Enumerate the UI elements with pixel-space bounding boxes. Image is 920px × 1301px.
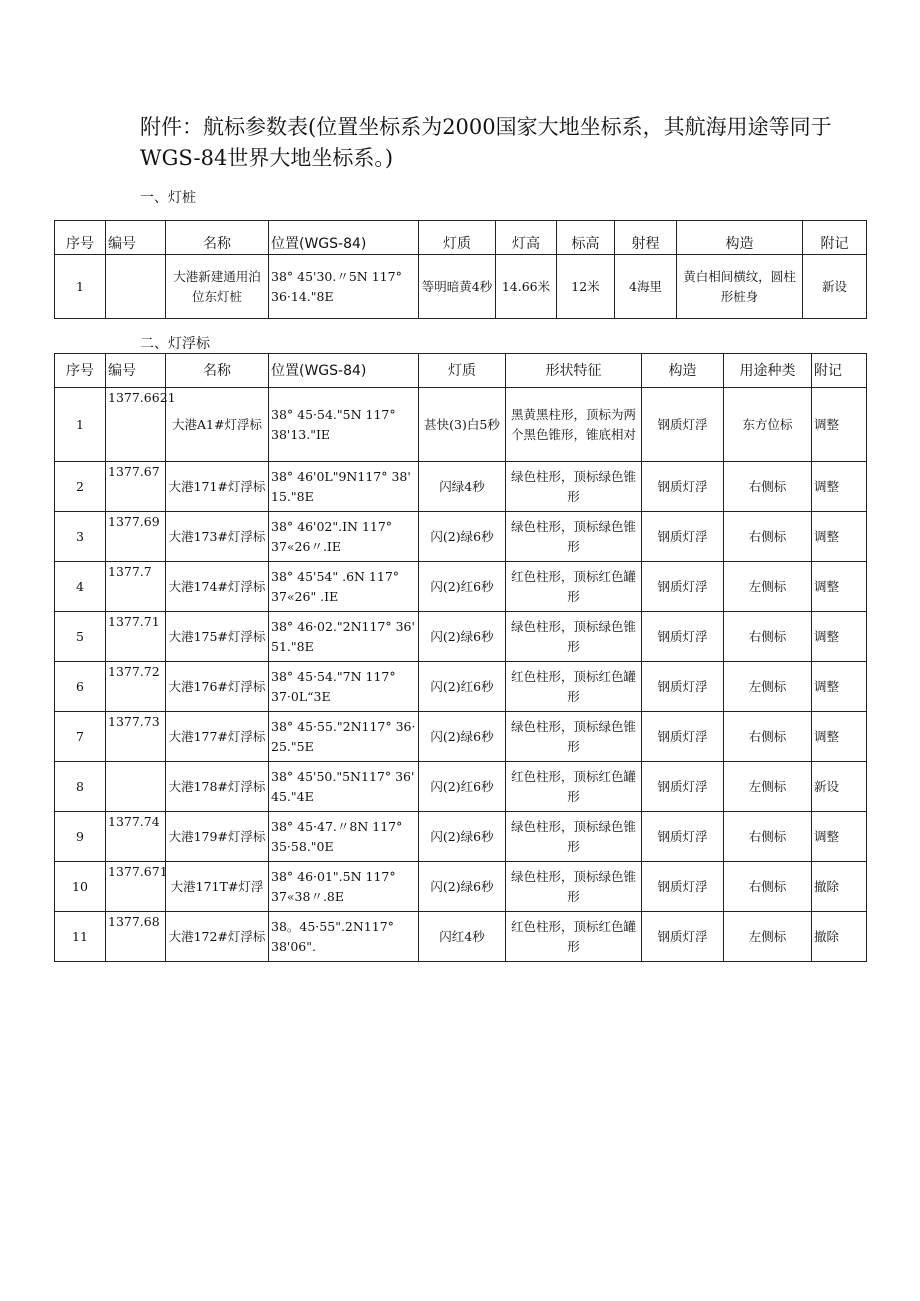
cell-name: 大港174#灯浮标 — [166, 562, 269, 612]
cell-shape: 绿色柱形，顶标绿色锥形 — [506, 462, 642, 512]
header-position: 位置(WGS-84) — [269, 221, 419, 255]
cell-seq: 2 — [55, 462, 106, 512]
header-structure: 构造 — [642, 354, 724, 388]
header-range: 射程 — [615, 221, 677, 255]
header-shape: 形状特征 — [506, 354, 642, 388]
section-heading-light-buoys: 二、灯浮标 — [140, 336, 210, 352]
cell-structure: 钢质灯浮 — [642, 512, 724, 562]
cell-structure: 钢质灯浮 — [642, 812, 724, 862]
cell-shape: 绿色柱形，顶标绿色锥形 — [506, 612, 642, 662]
section-heading-light-beacons: 一、灯桩 — [140, 190, 196, 206]
cell-remark: 调整 — [812, 612, 867, 662]
cell-position: 38° 45·47.〃8N 117° 35·58."0E — [269, 812, 419, 862]
cell-name: 大港171#灯浮标 — [166, 462, 269, 512]
header-light-character: 灯质 — [419, 221, 496, 255]
cell-position: 38° 46·02."2N117° 36' 51."8E — [269, 612, 419, 662]
cell-purpose: 右侧标 — [724, 812, 812, 862]
cell-remark: 调整 — [812, 812, 867, 862]
cell-light-character: 甚快(3)白5秒 — [419, 388, 506, 462]
cell-light-character: 闪(2)绿6秒 — [419, 512, 506, 562]
cell-name: 大港172#灯浮标 — [166, 912, 269, 962]
cell-position: 38° 45'50."5N117° 36' 45."4E — [269, 762, 419, 812]
table-row — [55, 255, 867, 319]
table-row — [55, 512, 867, 562]
cell-purpose: 右侧标 — [724, 712, 812, 762]
cell-remark: 新设 — [812, 762, 867, 812]
cell-code — [106, 255, 166, 319]
cell-remark: 调整 — [812, 662, 867, 712]
cell-light-character: 闪(2)绿6秒 — [419, 862, 506, 912]
header-name: 名称 — [166, 221, 269, 255]
cell-code: 1377.7 — [106, 562, 166, 612]
header-name: 名称 — [166, 354, 269, 388]
header-light-character: 灯质 — [419, 354, 506, 388]
cell-code: 1377.69 — [106, 512, 166, 562]
header-purpose: 用途种类 — [724, 354, 812, 388]
table-row — [55, 712, 867, 762]
cell-code: 1377.71 — [106, 612, 166, 662]
cell-position: 38° 46·01".5N 117° 37«38〃.8E — [269, 862, 419, 912]
header-structure: 构造 — [677, 221, 803, 255]
cell-light-character: 闪(2)红6秒 — [419, 762, 506, 812]
cell-structure: 钢质灯浮 — [642, 912, 724, 962]
table-row — [55, 612, 867, 662]
cell-light-height: 14.66米 — [496, 255, 557, 319]
header-remark: 附记 — [812, 354, 867, 388]
cell-shape: 绿色柱形，顶标绿色锥形 — [506, 712, 642, 762]
table-row — [55, 462, 867, 512]
cell-seq: 3 — [55, 512, 106, 562]
cell-shape: 绿色柱形，顶标绿色锥形 — [506, 512, 642, 562]
cell-name: 大港176#灯浮标 — [166, 662, 269, 712]
cell-position: 38° 45·55."2N117° 36· 25."5E — [269, 712, 419, 762]
cell-purpose: 东方位标 — [724, 388, 812, 462]
cell-light-character: 闪(2)绿6秒 — [419, 812, 506, 862]
cell-elevation: 12米 — [557, 255, 615, 319]
cell-light-character: 闪绿4秒 — [419, 462, 506, 512]
cell-remark: 调整 — [812, 562, 867, 612]
cell-structure: 钢质灯浮 — [642, 612, 724, 662]
cell-shape: 绿色柱形，顶标绿色锥形 — [506, 812, 642, 862]
cell-light-character: 闪红4秒 — [419, 912, 506, 962]
cell-code: 1377.67 — [106, 462, 166, 512]
header-seq: 序号 — [55, 354, 106, 388]
header-elevation: 标高 — [557, 221, 615, 255]
cell-name: 大港171T#灯浮 — [166, 862, 269, 912]
cell-code — [106, 762, 166, 812]
cell-purpose: 右侧标 — [724, 462, 812, 512]
cell-name: 大港179#灯浮标 — [166, 812, 269, 862]
cell-code: 1377.74 — [106, 812, 166, 862]
cell-seq: 11 — [55, 912, 106, 962]
cell-seq: 9 — [55, 812, 106, 862]
cell-light-character: 等明暗黄4秒 — [419, 255, 496, 319]
cell-structure: 钢质灯浮 — [642, 462, 724, 512]
cell-shape: 绿色柱形，顶标绿色锥形 — [506, 862, 642, 912]
cell-seq: 1 — [55, 388, 106, 462]
table-row — [55, 388, 867, 462]
cell-position: 38° 46'0L"9N117° 38' 15."8E — [269, 462, 419, 512]
cell-position: 38° 45'30.〃5N 117° 36·14."8E — [269, 255, 419, 319]
cell-remark: 调整 — [812, 462, 867, 512]
cell-code: 1377.6621 — [106, 388, 166, 462]
cell-seq: 7 — [55, 712, 106, 762]
table-row — [55, 762, 867, 812]
cell-remark: 撤除 — [812, 862, 867, 912]
header-remark: 附记 — [803, 221, 867, 255]
table-header-row — [55, 221, 867, 255]
table-row — [55, 912, 867, 962]
cell-structure: 钢质灯浮 — [642, 712, 724, 762]
cell-remark: 撤除 — [812, 912, 867, 962]
light-beacon-table — [54, 220, 867, 319]
cell-shape: 黑黄黑柱形，顶标为两个黑色锥形，锥底相对 — [506, 388, 642, 462]
cell-light-character: 闪(2)绿6秒 — [419, 712, 506, 762]
cell-light-character: 闪(2)红6秒 — [419, 562, 506, 612]
cell-position: 38° 46'02".IN 117° 37«26〃.IE — [269, 512, 419, 562]
cell-remark: 调整 — [812, 512, 867, 562]
cell-shape: 红色柱形，顶标红色罐形 — [506, 762, 642, 812]
cell-shape: 红色柱形，顶标红色罐形 — [506, 662, 642, 712]
cell-structure: 钢质灯浮 — [642, 762, 724, 812]
table-row — [55, 862, 867, 912]
cell-structure: 钢质灯浮 — [642, 562, 724, 612]
cell-seq: 4 — [55, 562, 106, 612]
cell-name: 大港178#灯浮标 — [166, 762, 269, 812]
header-light-height: 灯高 — [496, 221, 557, 255]
cell-remark: 新设 — [803, 255, 867, 319]
table-row — [55, 812, 867, 862]
cell-seq: 6 — [55, 662, 106, 712]
cell-name: 大港173#灯浮标 — [166, 512, 269, 562]
cell-purpose: 左侧标 — [724, 762, 812, 812]
table-row — [55, 562, 867, 612]
document-title: 附件：航标参数表(位置坐标系为2000国家大地坐标系，其航海用途等同于WGS-84世界大地坐标系。) — [140, 115, 832, 170]
header-seq: 序号 — [55, 221, 106, 255]
cell-name: 大港A1#灯浮标 — [166, 388, 269, 462]
cell-seq: 10 — [55, 862, 106, 912]
table-header-row — [55, 354, 867, 388]
cell-code: 1377.72 — [106, 662, 166, 712]
cell-position: 38。45·55".2N117° 38'06". — [269, 912, 419, 962]
header-code: 编号 — [106, 221, 166, 255]
cell-structure: 黄白相间横纹，圆柱形桩身 — [677, 255, 803, 319]
cell-code: 1377.68 — [106, 912, 166, 962]
header-code: 编号 — [106, 354, 166, 388]
cell-remark: 调整 — [812, 712, 867, 762]
cell-name: 大港177#灯浮标 — [166, 712, 269, 762]
cell-position: 38° 45·54."5N 117° 38'13."IE — [269, 388, 419, 462]
cell-structure: 钢质灯浮 — [642, 388, 724, 462]
cell-purpose: 左侧标 — [724, 562, 812, 612]
cell-range: 4海里 — [615, 255, 677, 319]
cell-name: 大港175#灯浮标 — [166, 612, 269, 662]
cell-shape: 红色柱形，顶标红色罐形 — [506, 912, 642, 962]
header-position: 位置(WGS-84) — [269, 354, 419, 388]
cell-light-character: 闪(2)绿6秒 — [419, 612, 506, 662]
table-row — [55, 662, 867, 712]
cell-remark: 调整 — [812, 388, 867, 462]
cell-seq: 5 — [55, 612, 106, 662]
cell-purpose: 右侧标 — [724, 512, 812, 562]
cell-position: 38° 45'54" .6N 117° 37«26" .IE — [269, 562, 419, 612]
cell-seq: 8 — [55, 762, 106, 812]
cell-name: 大港新建通用泊位东灯桩 — [166, 255, 269, 319]
cell-shape: 红色柱形，顶标红色罐形 — [506, 562, 642, 612]
cell-structure: 钢质灯浮 — [642, 662, 724, 712]
cell-code: 1377.73 — [106, 712, 166, 762]
cell-structure: 钢质灯浮 — [642, 862, 724, 912]
cell-seq: 1 — [55, 255, 106, 319]
cell-code: 1377.671 — [106, 862, 166, 912]
cell-purpose: 右侧标 — [724, 612, 812, 662]
cell-position: 38° 45·54."7N 117° 37·0L“3E — [269, 662, 419, 712]
cell-purpose: 左侧标 — [724, 662, 812, 712]
cell-purpose: 右侧标 — [724, 862, 812, 912]
cell-purpose: 左侧标 — [724, 912, 812, 962]
cell-light-character: 闪(2)红6秒 — [419, 662, 506, 712]
light-buoy-table — [54, 353, 867, 962]
